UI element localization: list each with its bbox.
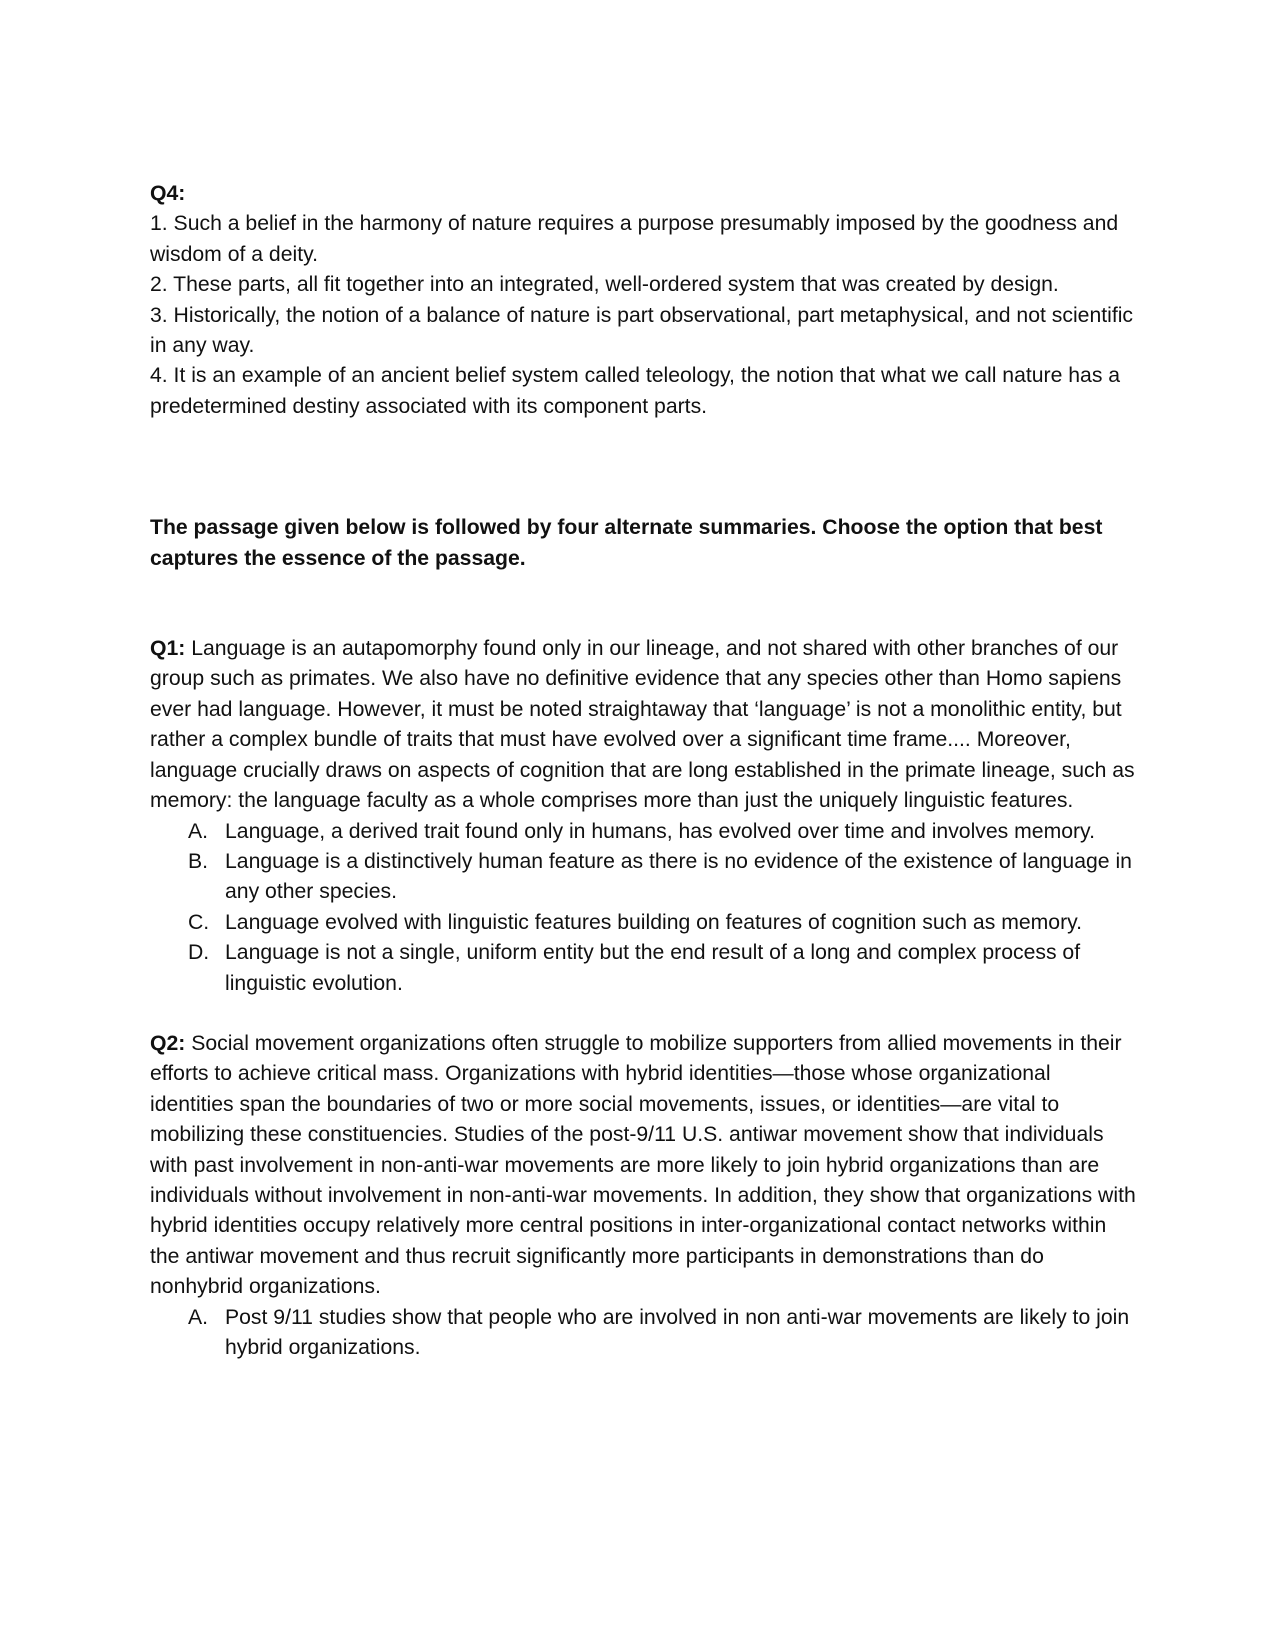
q1-passage-text: Language is an autapomorphy found only in our lineage, and not shared with other branches of our group such as primates. We also have no definitive evidence that any species other than Homo sapiens ever had language. However, it must be noted straightaway that ‘language’ is not a monolithic entity, but rather a complex bundle of traits that must have evolved over a significant time frame.... Moreover, language crucially draws on aspects of cognition that are long established in the primate lineage, such as memory: the language faculty as a whole comprises more than just the uniquely linguistic features. [150,637,1135,813]
q4-statement: 4. It is an example of an ancient belief system called teleology, the notion that what we call nature has a predetermined destiny associated with its component parts. [150,364,1121,418]
q1-option-c [150,908,1140,938]
section-instructions: The passage given below is followed by four alternate summaries. Choose the option that best captures the essence of the passage. [150,516,1103,570]
q2-passage [150,1029,1140,1303]
q4-statement: 3. Historically, the notion of a balance of nature is part observational, part metaphysical, and not scientific in any way. [150,303,1134,358]
document-page [150,179,1140,1363]
option-text: Language evolved with linguistic features building on features of cognition such as memory. [225,910,1083,934]
q1-passage [150,634,1140,816]
q1-label: Q1: [150,637,186,661]
q1-option-d [150,938,1140,999]
option-text: Language, a derived trait found only in humans, has evolved over time and involves memory. [225,819,1095,843]
q1-option-b [150,847,1140,908]
q4-statement: 2. These parts, all fit together into an integrated, well-ordered system that was created by design. [150,273,1059,297]
q1-options [150,817,1140,999]
q2-options [150,1303,1140,1364]
spacer [150,574,1140,634]
q4-heading: Q4: [150,182,186,205]
q2-label: Q2: [150,1031,186,1055]
option-letter: C. [188,910,210,934]
q4-statement-list [150,209,1140,422]
spacer [150,999,1140,1029]
option-letter: D. [188,941,210,965]
option-letter: B. [188,849,209,873]
q2-passage-text: Social movement organizations often struggle to mobilize supporters from allied movements in their efforts to achieve critical mass. Organizations with hybrid identities—those whose organizational identities span the boundaries of two or more social movements, issues, or identities—are vital to mobilizing these constituencies. Studies of the post-9/11 U.S. antiwar movement show that individuals with past involvement in non-anti-war movements are more likely to join hybrid organizations than are individuals without involvement in non-anti-war movements. In addition, they show that organizations with hybrid identities occupy relatively more central positions in inter-organizational contact networks within the antiwar movement and thus recruit significantly more participants in demonstrations than do nonhybrid organizations. [150,1031,1136,1299]
q2-option-a [150,1303,1140,1364]
option-text: Language is a distinctively human feature as there is no evidence of the existence of language in any other species. [225,849,1132,904]
option-letter: A. [188,1305,209,1329]
spacer [150,422,1140,513]
option-text: Language is not a single, uniform entity but the end result of a long and complex process of linguistic evolution. [225,941,1081,995]
q1-option-a [150,817,1140,847]
q4-statement: 1. Such a belief in the harmony of nature requires a purpose presumably imposed by the goodness and wisdom of a deity. [150,212,1119,266]
option-text: Post 9/11 studies show that people who are involved in non anti-war movements are likely to join hybrid organizations. [225,1305,1130,1359]
option-letter: A. [188,819,209,843]
